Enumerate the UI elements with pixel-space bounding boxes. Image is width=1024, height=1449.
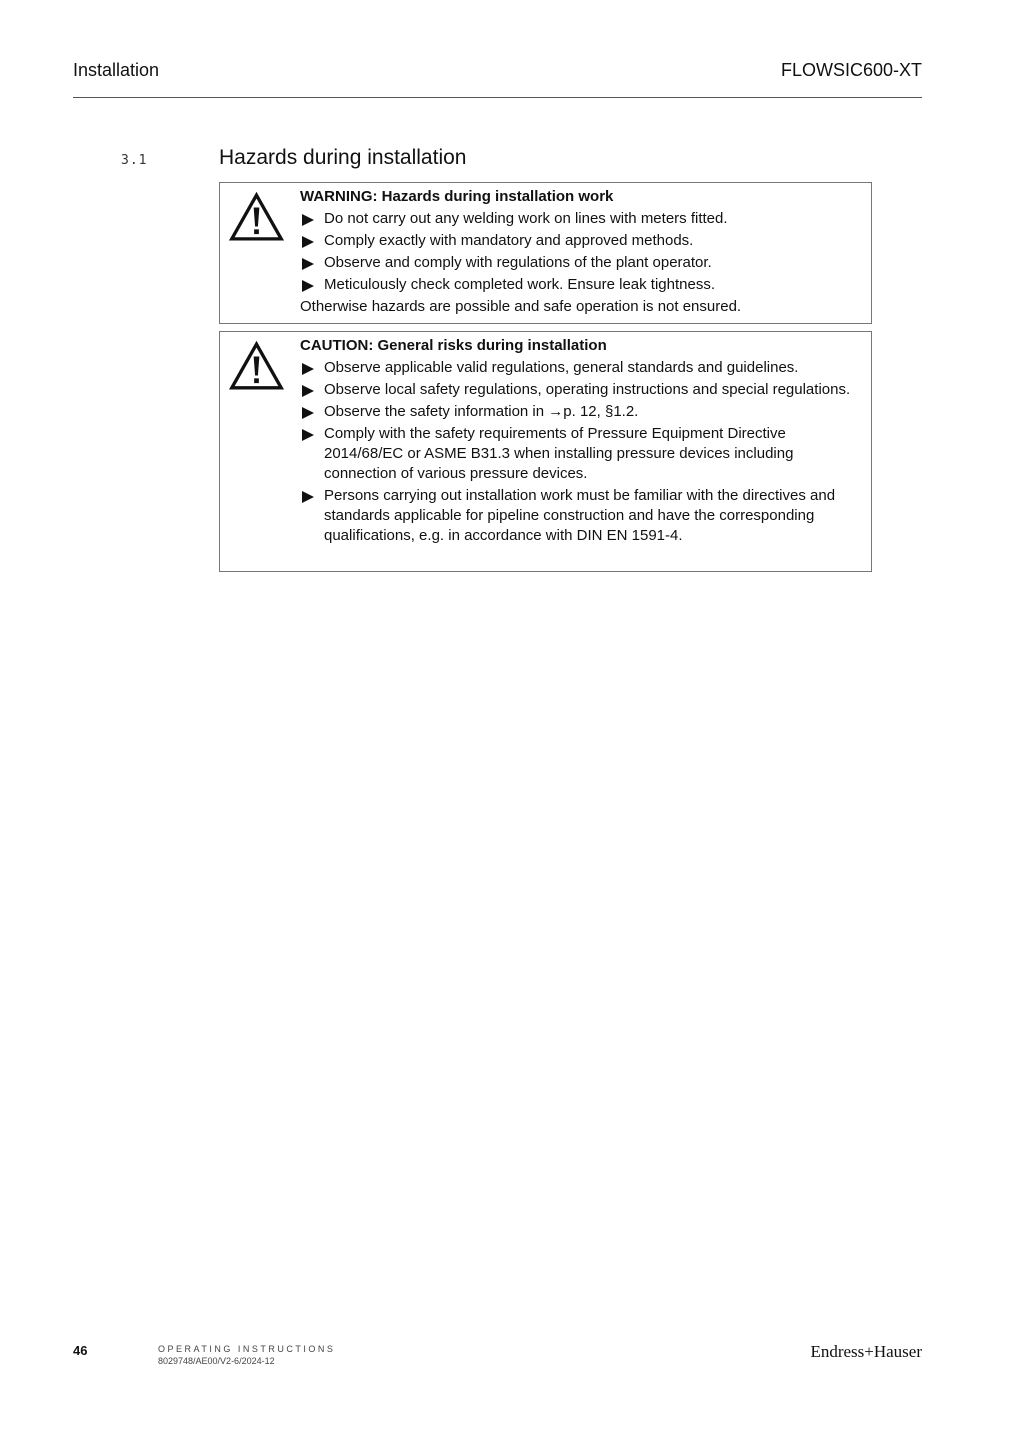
list-item: [300, 402, 857, 422]
list-item: [300, 486, 857, 546]
section-number: 3.1: [121, 153, 148, 168]
caution-list: [300, 358, 857, 546]
list-item: [300, 358, 857, 378]
list-item-text: Meticulously check completed work. Ensure leak tightness.: [324, 276, 716, 293]
list-item: [300, 231, 857, 251]
bullet-arrow-icon: [302, 258, 314, 270]
list-item: [300, 380, 857, 400]
warning-footer: Otherwise hazards are possible and safe operation is not ensured.: [300, 298, 742, 315]
document-type: OPERATING INSTRUCTIONS: [158, 1344, 336, 1354]
list-item-text: Do not carry out any welding work on lines with meters fitted.: [324, 210, 728, 227]
warning-box: [219, 182, 872, 324]
brand-logo: Endress+Hauser: [810, 1342, 922, 1361]
list-item-text: Persons carrying out installation work must be familiar with the directives and standards applicable for pipeline construction and have the corresponding qualifications, e.g. in accordance with DIN EN 1591-4.: [324, 487, 836, 544]
header-product-name: FLOWSIC600-XT: [780, 60, 922, 80]
warning-triangle-icon: [228, 191, 285, 243]
bullet-arrow-icon: [302, 280, 314, 292]
page-number: 46: [73, 1343, 88, 1358]
list-item: [300, 253, 857, 273]
bullet-arrow-icon: [302, 407, 314, 419]
list-item-text: Comply with the safety requirements of Pressure Equipment Directive 2014/68/EC or ASME B31.3 when installing pressure devices including connection of various pressure devices.: [324, 425, 794, 482]
bullet-arrow-icon: [302, 429, 314, 441]
caution-box: [219, 331, 872, 572]
warning-triangle-icon: [228, 340, 285, 392]
bullet-arrow-icon: [302, 236, 314, 248]
bullet-arrow-icon: [302, 491, 314, 503]
warning-keyword: WARNING:: [300, 188, 378, 205]
header-section-name: Installation: [73, 60, 160, 80]
document-id: 8029748/AE00/V2-6/2024-12: [158, 1356, 275, 1366]
bullet-arrow-icon: [302, 214, 314, 226]
list-item-text: Observe and comply with regulations of the plant operator.: [324, 254, 712, 271]
caution-keyword: CAUTION:: [300, 337, 374, 354]
warning-heading: [300, 187, 857, 207]
list-item: [300, 424, 857, 484]
list-item-text: Observe local safety regulations, operating instructions and special regulations.: [324, 381, 851, 398]
section-title: Hazards during installation: [219, 146, 467, 169]
list-item: [300, 209, 857, 229]
header-divider: [73, 97, 922, 98]
caution-title: General risks during installation: [377, 337, 607, 354]
bullet-arrow-icon: [302, 363, 314, 375]
bullet-arrow-icon: [302, 385, 314, 397]
warning-title: Hazards during installation work: [381, 188, 614, 205]
list-item: [300, 275, 857, 295]
caution-heading: [300, 336, 857, 356]
list-item-text[interactable]: Observe the safety information in →p. 12, §1.2.: [324, 403, 639, 420]
list-item-text: Comply exactly with mandatory and approved methods.: [324, 232, 694, 249]
list-item-text: Observe applicable valid regulations, general standards and guidelines.: [324, 359, 799, 376]
warning-list: [300, 209, 857, 295]
